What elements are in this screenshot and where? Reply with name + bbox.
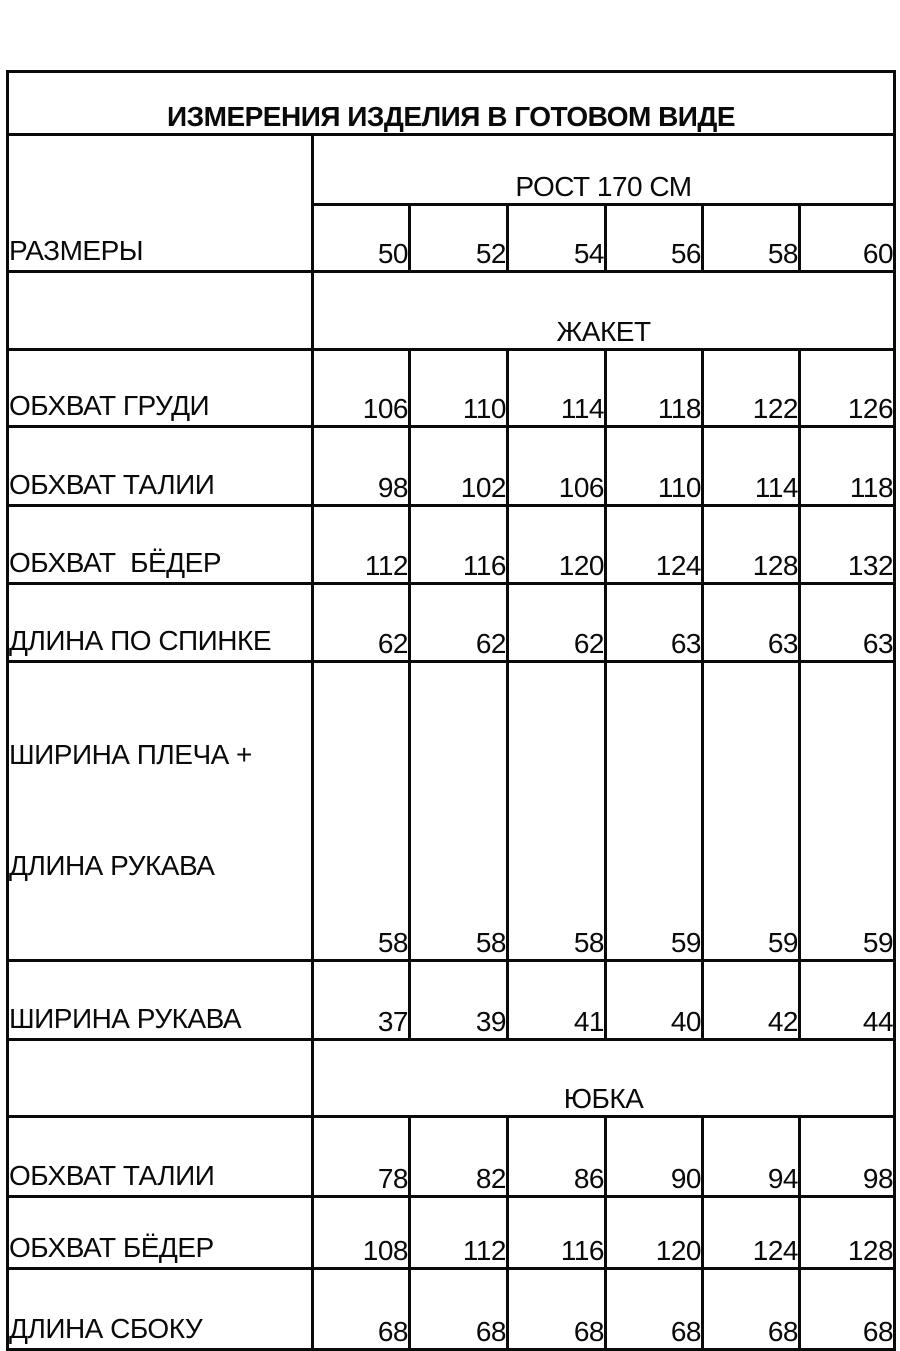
value-cell: 114 [508,350,606,427]
value-cell: 68 [508,1268,606,1349]
height-header-cell: РОСТ 170 СМ [313,135,895,205]
value-cell: 98 [313,427,410,506]
value-cell: 78 [313,1116,410,1196]
value-cell: 110 [410,350,508,427]
height-header-row [8,135,895,205]
value-cell: 90 [606,1116,703,1196]
row-label-cell: ОБХВАТ ТАЛИИ [8,1116,313,1196]
row-label-cell: ДЛИНА СБОКУ [8,1268,313,1349]
value-cell: 106 [313,350,410,427]
value-cell: 118 [800,427,895,506]
value-cell: 44 [800,960,895,1039]
measurement-row [8,584,895,662]
measurement-row [8,506,895,584]
size-header-cell: 50 [313,205,410,272]
value-cell: 42 [703,960,800,1039]
section-title-jacket: ЖАКЕТ [313,272,895,350]
value-cell: 124 [703,1196,800,1268]
value-cell: 116 [410,506,508,584]
measurement-row [8,960,895,1039]
value-cell: 62 [313,584,410,662]
table-title: ИЗМЕРЕНИЯ ИЗДЕЛИЯ В ГОТОВОМ ВИДЕ [8,72,895,135]
value-cell: 128 [800,1196,895,1268]
title-row [8,72,895,135]
section-header-row-skirt [8,1039,895,1116]
value-cell: 68 [800,1268,895,1349]
size-header-cell: 56 [606,205,703,272]
value-cell: 118 [606,350,703,427]
measurement-row [8,427,895,506]
measurement-row [8,1268,895,1349]
value-cell: 132 [800,506,895,584]
size-header-cell: 60 [800,205,895,272]
row-label-cell: ОБХВАТ ТАЛИИ [8,427,313,506]
row-label-line-1: ШИРИНА ПЛЕЧА + [9,738,252,770]
value-cell: 120 [508,506,606,584]
value-cell: 122 [703,350,800,427]
value-cell: 39 [410,960,508,1039]
value-cell: 40 [606,960,703,1039]
value-cell: 68 [606,1268,703,1349]
value-cell: 126 [800,350,895,427]
value-cell: 82 [410,1116,508,1196]
value-cell: 62 [508,584,606,662]
value-cell: 58 [508,662,606,961]
value-cell: 94 [703,1116,800,1196]
value-cell: 37 [313,960,410,1039]
value-cell: 112 [313,506,410,584]
value-cell: 102 [410,427,508,506]
value-cell: 86 [508,1116,606,1196]
value-cell: 116 [508,1196,606,1268]
value-cell: 62 [410,584,508,662]
measurement-row [8,662,895,961]
value-cell: 124 [606,506,703,584]
value-cell: 59 [606,662,703,961]
value-cell: 68 [410,1268,508,1349]
section-header-row-jacket [8,272,895,350]
size-header-cell: 52 [410,205,508,272]
value-cell: 63 [800,584,895,662]
section-title-skirt: ЮБКА [313,1039,895,1116]
row-label-cell [8,662,313,961]
value-cell: 128 [703,506,800,584]
measurement-row [8,1116,895,1196]
row-label-line-2: ДЛИНА РУКАВА [9,849,215,881]
value-cell: 120 [606,1196,703,1268]
value-cell: 59 [703,662,800,961]
size-header-cell: 58 [703,205,800,272]
value-cell: 59 [800,662,895,961]
size-header-cell: 54 [508,205,606,272]
value-cell: 98 [800,1116,895,1196]
row-label-cell: ДЛИНА ПО СПИНКЕ [8,584,313,662]
value-cell: 106 [508,427,606,506]
value-cell: 112 [410,1196,508,1268]
empty-cell [8,1039,313,1116]
row-label-cell: ОБХВАТ ГРУДИ [8,350,313,427]
empty-cell [8,272,313,350]
measurement-row [8,1196,895,1268]
value-cell: 58 [410,662,508,961]
row-label-cell: ОБХВАТ БЁДЕР [8,1196,313,1268]
garment-measurements-table [6,70,896,1351]
value-cell: 63 [606,584,703,662]
value-cell: 63 [703,584,800,662]
value-cell: 108 [313,1196,410,1268]
value-cell: 68 [703,1268,800,1349]
value-cell: 110 [606,427,703,506]
value-cell: 41 [508,960,606,1039]
value-cell: 58 [313,662,410,961]
value-cell: 114 [703,427,800,506]
row-label-cell: ШИРИНА РУКАВА [8,960,313,1039]
sizes-row-label: РАЗМЕРЫ [8,135,313,272]
value-cell: 68 [313,1268,410,1349]
row-label-cell: ОБХВАТ БЁДЕР [8,506,313,584]
measurement-row [8,350,895,427]
